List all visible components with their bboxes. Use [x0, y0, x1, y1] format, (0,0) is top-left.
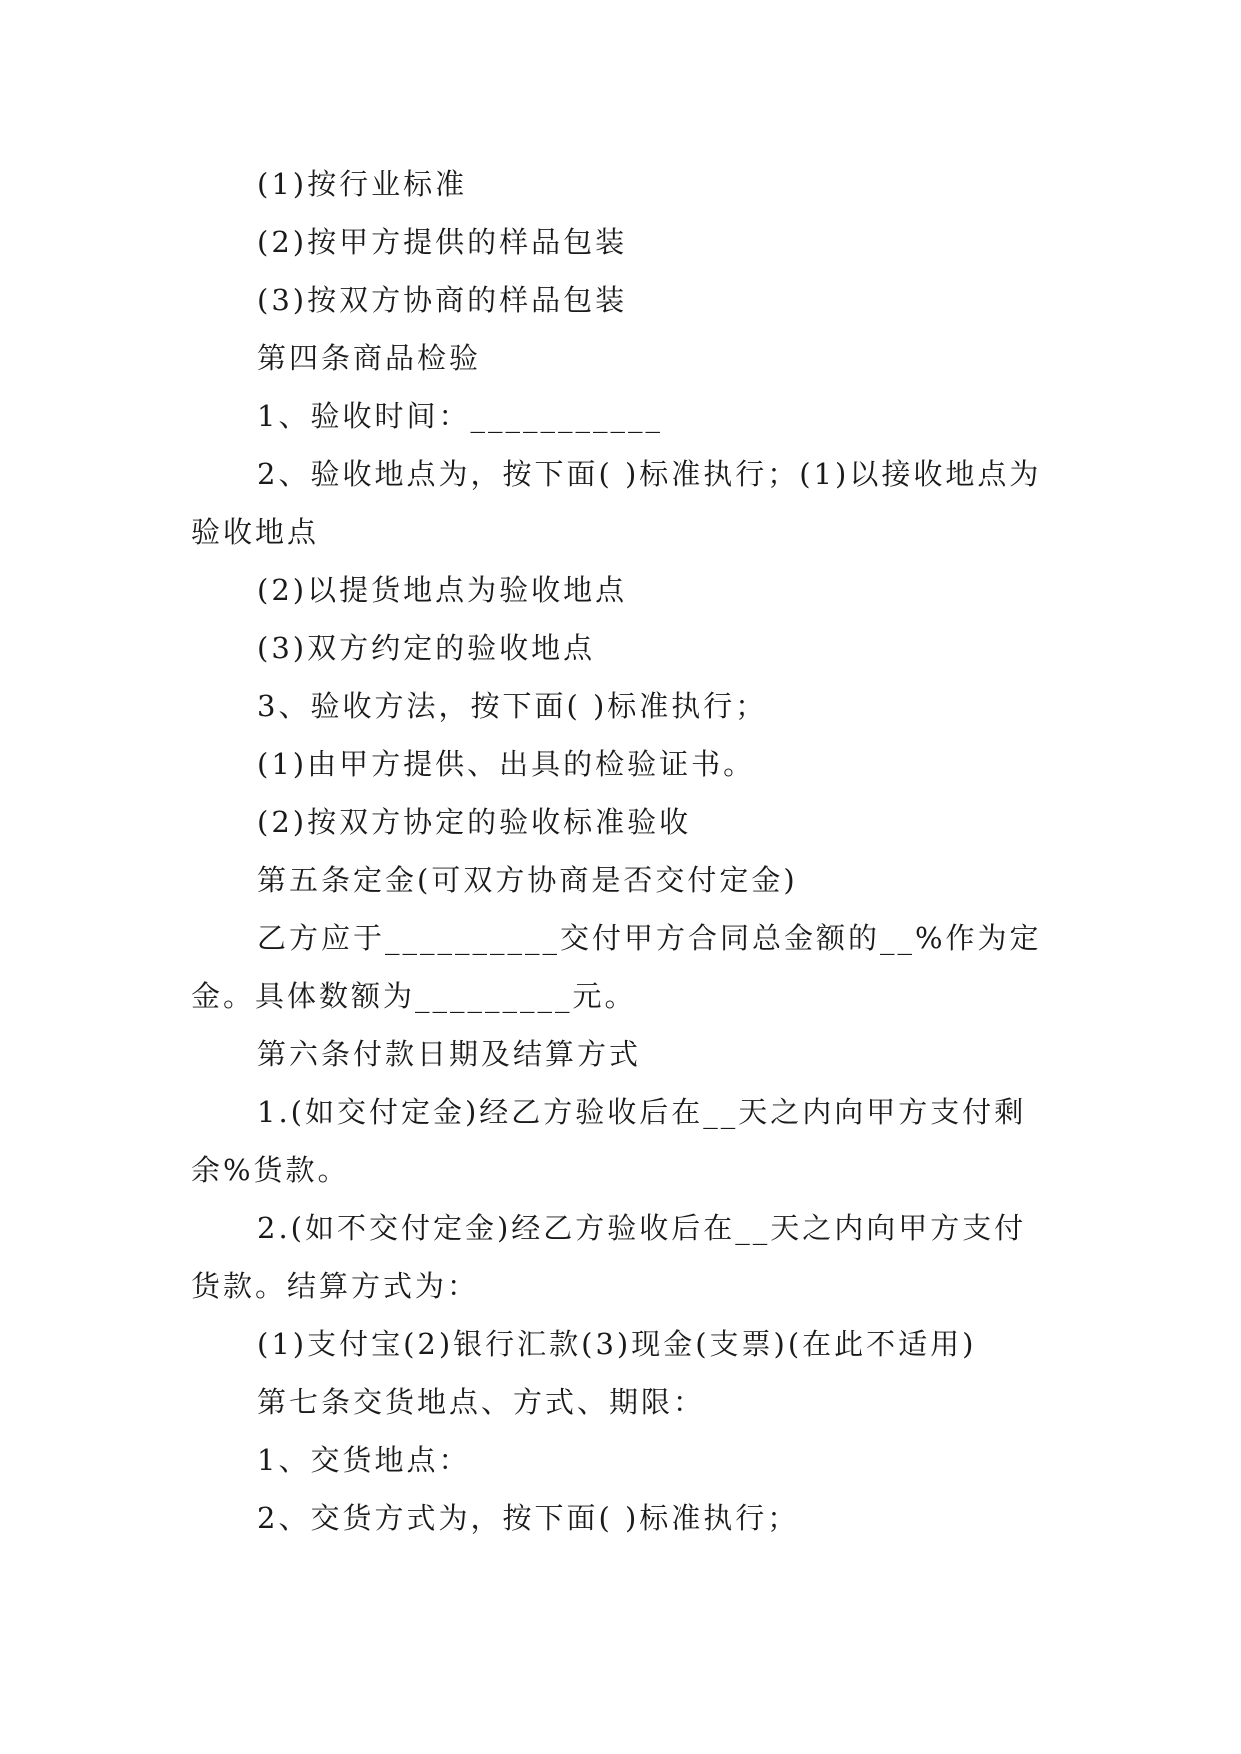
paragraph: (1)按行业标准 [257, 167, 468, 201]
paragraph: 乙方应于__________交付甲方合同总金额的__%作为定金。具体数额为_________元。 [191, 921, 1042, 1013]
paragraph: 1、验收时间：___________ [257, 399, 663, 433]
paragraph: 3、验收方法，按下面( )标准执行； [257, 689, 768, 723]
section-heading: 第七条交货地点、方式、期限： [257, 1385, 706, 1419]
paragraph: (1)支付宝(2)银行汇款(3)现金(支票)(在此不适用) [257, 1327, 977, 1361]
paragraph: (2)按双方协定的验收标准验收 [257, 805, 692, 839]
section-heading: 第六条付款日期及结算方式 [257, 1037, 642, 1071]
paragraph: (2)以提货地点为验收地点 [257, 573, 628, 607]
paragraph: (2)按甲方提供的样品包装 [257, 225, 628, 259]
paragraph: (3)按双方协商的样品包装 [257, 283, 628, 317]
paragraph: 2、交货方式为，按下面( )标准执行； [257, 1501, 800, 1535]
document-body [191, 155, 1051, 1547]
paragraph: (1)由甲方提供、出具的检验证书。 [257, 747, 756, 781]
paragraph: 2.(如不交付定金)经乙方验收后在__天之内向甲方支付货款。结算方式为： [191, 1211, 1027, 1303]
paragraph: 1.(如交付定金)经乙方验收后在__天之内向甲方支付剩余%货款。 [191, 1095, 1027, 1187]
section-heading: 第四条商品检验 [257, 341, 482, 375]
paragraph: (3)双方约定的验收地点 [257, 631, 596, 665]
section-heading: 第五条定金(可双方协商是否交付定金) [257, 863, 798, 897]
paragraph: 1、交货地点： [257, 1443, 471, 1477]
paragraph: 2、验收地点为，按下面( )标准执行；(1)以接收地点为验收地点 [191, 457, 1042, 549]
